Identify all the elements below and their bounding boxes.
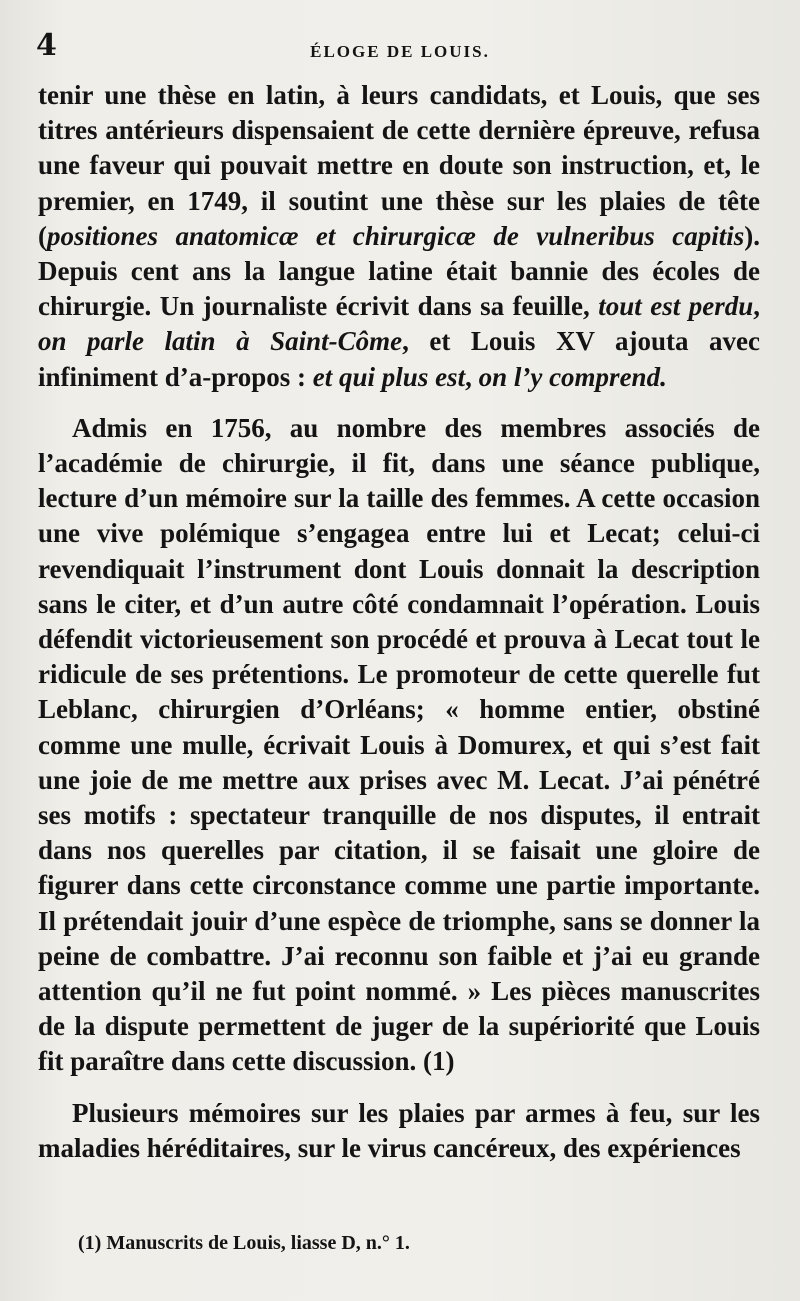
footnote: (1) Manuscrits de Louis, liasse D, n.° 1.: [78, 1232, 410, 1254]
text-segment: ,: [465, 361, 479, 392]
italic-segment: tout est perdu: [598, 291, 754, 322]
page-number: 4: [36, 28, 57, 63]
italic-segment: positiones anatomicæ et chirurgicæ de vulneribus capitis: [47, 220, 745, 251]
text-segment: tenir une thèse en latin, à leurs candidats, et Louis, que ses titres antérieurs dispensaient de cette dernière épreuve, refusa une faveur qui pouvait mettre en doute son instruction, et, le premier, en 1749, il soutint une thèse sur les plaies de tête (: [38, 80, 760, 251]
italic-segment: on l’y comprend.: [478, 361, 667, 392]
text-segment: Plusieurs mémoires sur les plaies par armes à feu, sur les maladies héréditaires, sur le virus cancéreux, des expériences: [38, 1097, 760, 1163]
italic-segment: on parle latin à Saint-Côme: [38, 326, 403, 357]
paragraph-1: [38, 78, 760, 395]
running-title: ÉLOGE DE LOUIS.: [310, 42, 490, 61]
text-segment: ,: [753, 291, 760, 322]
page-header: [36, 28, 764, 72]
text-segment: ). Depuis cent ans la langue latine était bannie des écoles de chirurgie. Un journaliste écrivit dans sa feuille,: [38, 220, 760, 322]
text-segment: , et Louis XV ajouta avec infiniment d’a-propos :: [38, 326, 760, 392]
paragraph-3: [38, 1096, 760, 1166]
text-segment: Admis en 1756, au nombre des membres associés de l’académie de chirurgie, il fit, dans une séance publique, lecture d’un mémoire sur la taille des femmes. A cette occasion une vive polémique s’engagea entre lui et Lecat; celui-ci revendiquait l’instrument dont Louis donnait la description sans le citer, et d’un autre côté condamnait l’opération. Louis défendit victorieusement son procédé et prouva à Lecat tout le ridicule de ses prétentions. Le promoteur de cette querelle fut Leblanc, chirurgien d’Orléans; « homme entier, obstiné comme une mulle, écrivait Louis à Domurex, et qui s’est fait une joie de me mettre aux prises avec M. Lecat. J’ai pénétré ses motifs : spectateur tranquille de nos disputes, il entrait dans nos querelles par citation, il se faisait une gloire de figurer dans cette circonstance comme une partie importante. Il prétendait jouir d’une espèce de triomphe, sans se donner la peine de combattre. J’ai reconnu son faible et j’ai eu grande attention qu’il ne fut point nommé. » Les pièces manuscrites de la dispute permettent de juger de la supériorité que Louis fit paraître dans cette discussion. (1): [38, 412, 760, 1077]
paragraph-2: [38, 411, 760, 1080]
body-text: [38, 78, 760, 1166]
italic-segment: et qui plus est: [312, 361, 466, 392]
